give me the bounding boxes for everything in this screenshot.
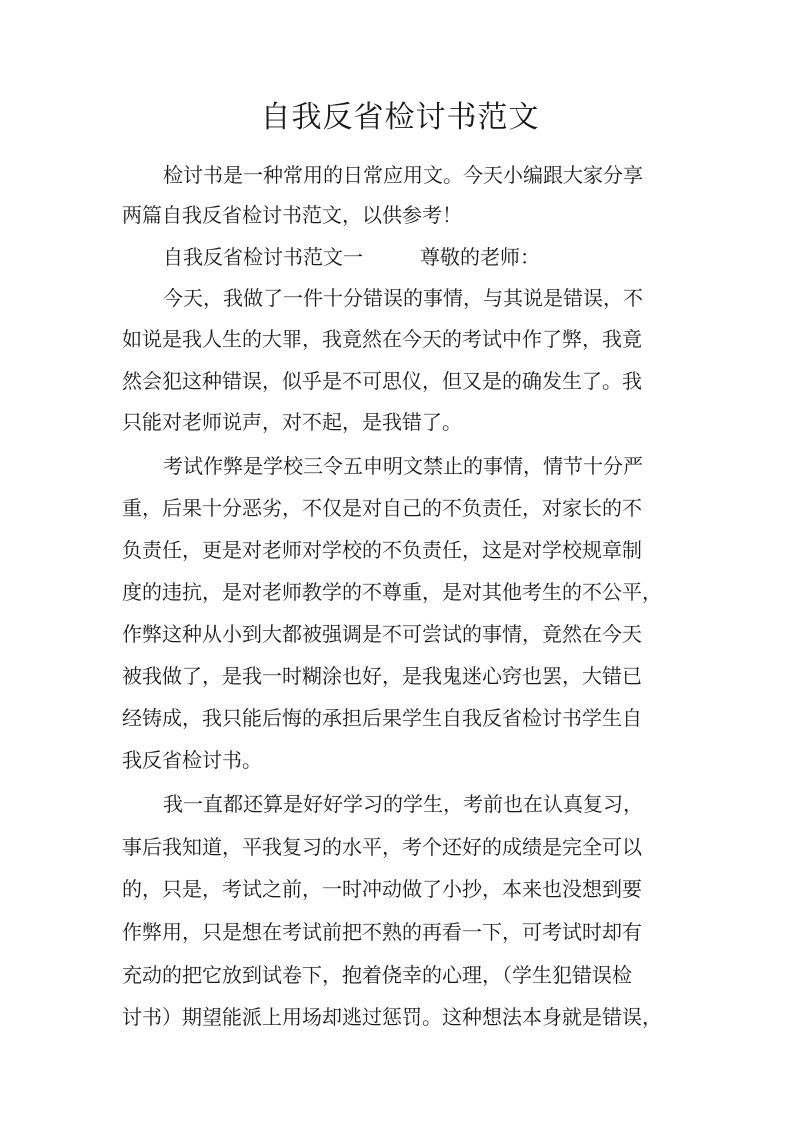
line-text: 两篇自我反省检讨书范文，以供参考！ [122,203,462,227]
salutation: 尊敬的老师： [420,245,540,269]
line-text: 的，只是，考试之前，一时冲动做了小抄，本来也没想到要 [122,877,642,901]
text-line [0,955,800,995]
text-line [0,155,800,195]
text-line [0,997,800,1037]
text-line [0,827,800,867]
line-text: 今天，我做了一件十分错误的事情，与其说是错误，不 [163,286,643,310]
text-line [0,446,800,486]
line-text: 作弊用，只是想在考试前把不熟的再看一下，可考试时却有 [122,920,642,944]
text-line [0,614,800,654]
text-line [0,402,800,442]
line-text: 我反省检讨书。 [122,748,262,772]
line-text: 讨书）期望能派上用场却逃过惩罚。这种想法本身就是错误， [122,1005,662,1029]
text-line [0,740,800,780]
line-text: 事后我知道，平我复习的水平，考个还好的成绩是完全可以 [122,835,642,859]
text-line [0,869,800,909]
text-line [0,784,800,824]
line-text: 作弊这种从小到大都被强调是不可尝试的事情，竟然在今天 [122,622,642,646]
line-text: 经铸成，我只能后悔的承担后果学生自我反省检讨书学生自 [122,706,642,730]
line-text: 负责任，更是对老师对学校的不负责任，这是对学校规章制 [122,538,642,562]
text-line [0,361,800,401]
line-text: 度的违抗，是对老师教学的不尊重，是对其他考生的不公平， [122,580,662,604]
line-text: 充动的把它放到试卷下，抱着侥幸的心理，（学生犯错误检 [122,963,632,987]
line-text: 只能对老师说声，对不起，是我错了。 [122,410,462,434]
text-line [0,319,800,359]
line-text: 检讨书是一种常用的日常应用文。今天小编跟大家分享 [163,163,643,187]
text-line [0,488,800,528]
text-line [0,278,800,318]
line-text: 我一直都还算是好好学习的学生，考前也在认真复习， [163,792,643,816]
text-line [0,237,800,277]
text-line [0,572,800,612]
text-line [0,912,800,952]
line-text: 然会犯这种错误，似乎是不可思仪，但又是的确发生了。我 [122,369,642,393]
line-text: 如说是我人生的大罪，我竟然在今天的考试中作了弊，我竟 [122,327,642,351]
text-line [0,195,800,235]
line-text: 被我做了，是我一时糊涂也好，是我鬼迷心窍也罢，大错已 [122,664,642,688]
section-heading: 自我反省检讨书范文一 [163,245,363,269]
text-line [0,530,800,570]
text-line [0,698,800,738]
text-line [0,656,800,696]
line-text: 重，后果十分恶劣，不仅是对自己的不负责任，对家长的不 [122,496,642,520]
line-text: 考试作弊是学校三令五申明文禁止的事情，情节十分严 [163,454,643,478]
document-title: 自我反省检讨书范文 [260,100,540,135]
